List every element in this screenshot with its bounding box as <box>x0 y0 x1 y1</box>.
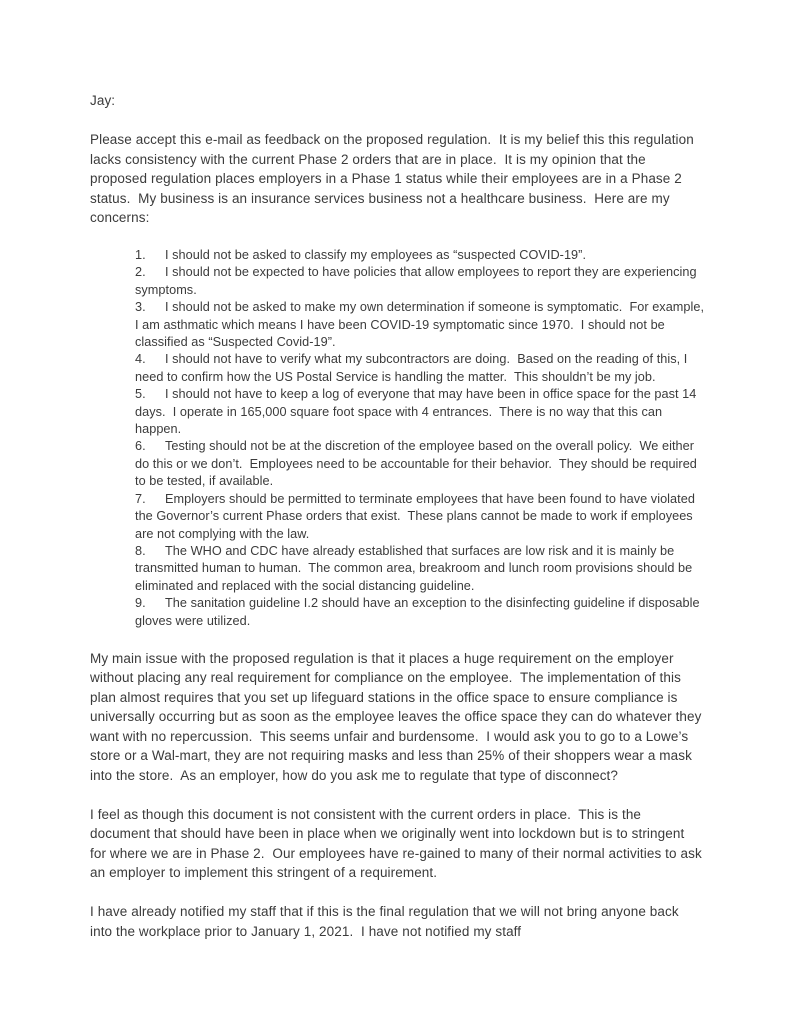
list-item-number: 5. <box>135 387 146 402</box>
list-item <box>135 247 705 264</box>
main-issue-paragraph: My main issue with the proposed regulation is that it places a huge requirement on the employer without placing any real requirement for compliance on the employee. The implementation of this plan almost requires that you set up lifeguard stations in the office space to ensure compliance is universally occurring but as soon as the employee leaves the office space they can do whatever they want with no repercussion. This seems unfair and burdensome. I would ask you to go to a Lowe’s store or a Wal-mart, they are not requiring masks and less than 25% of their shoppers wear a mask into the store. As an employer, how do you ask me to regulate that type of disconnect? <box>90 650 706 783</box>
list-item-number: 4. <box>135 352 146 367</box>
list-item <box>135 543 705 595</box>
consistency-paragraph: I feel as though this document is not consistent with the current orders in place. This is the document that should have been in place when we originally went into lockdown but is to stringent for where we are in Phase 2. Our employees have re-gained to many of their normal activities to ask an employer to implement this stringent of a requirement. <box>90 806 706 881</box>
greeting-line: Jay: <box>90 93 116 108</box>
list-item-number: 1. <box>135 248 146 262</box>
list-item-text: I should not be expected to have policies that allow employees to report they are experiencing symptoms. <box>135 265 701 297</box>
list-item-text: Testing should not be at the discretion of the employee based on the overall policy. We either do this or we don’t. Employees need to be accountable for their behavior. They should be required to be tested, if available. <box>135 439 701 489</box>
list-item <box>135 438 705 490</box>
list-item <box>135 299 708 351</box>
list-item-number: 8. <box>135 543 146 558</box>
list-item-text: I should not have to verify what my subcontractors are doing. Based on the reading of this, I need to confirm how the US Postal Service is handling the matter. This shouldn’t be my job. <box>135 352 691 384</box>
list-item <box>135 351 705 386</box>
list-item-text: I should not be asked to classify my employees as “suspected COVID-19”. <box>165 248 587 262</box>
list-item-number: 7. <box>135 491 146 506</box>
list-item-text: Employers should be permitted to terminate employees that have been found to have violated the Governor’s current Phase orders that exist. These plans cannot be made to work if employees are not complying with the law. <box>135 491 699 541</box>
list-item-number: 3. <box>135 300 146 315</box>
list-item <box>135 595 705 630</box>
list-item-number: 9. <box>135 596 146 611</box>
intro-paragraph: Please accept this e-mail as feedback on the proposed regulation. It is my belief this this regulation lacks consistency with the current Phase 2 orders that are in place. It is my opinion that the proposed regulation places employers in a Phase 1 status while their employees are in a Phase 2 status. My business is an insurance services business not a healthcare business. Here are my concerns: <box>90 132 698 225</box>
list-item-number: 2. <box>135 265 146 280</box>
staff-notification-paragraph: I have already notified my staff that if this is the final regulation that we will not bring anyone back into the workplace prior to January 1, 2021. I have not notified my staff <box>90 904 683 939</box>
concerns-list <box>135 247 708 630</box>
list-item <box>135 264 705 299</box>
list-item <box>135 386 705 438</box>
list-item-text: I should not be asked to make my own determination if someone is symptomatic. For example, I am asthmatic which means I have been COVID-19 symptomatic since 1970. I should not be classified as “Suspected Covid-19”. <box>135 300 708 350</box>
list-item-number: 6. <box>135 439 146 454</box>
list-item-text: The WHO and CDC have already established that surfaces are low risk and it is mainly be transmitted human to human. The common area, breakroom and lunch room provisions should be eliminated and replaced with the social distancing guideline. <box>135 543 696 593</box>
list-item <box>135 491 705 543</box>
list-item-text: The sanitation guideline I.2 should have an exception to the disinfecting guideline if disposable gloves were utilized. <box>135 596 704 628</box>
list-item-text: I should not have to keep a log of everyone that may have been in office space for the past 14 days. I operate in 165,000 square foot space with 4 entrances. There is no way that this can happen. <box>135 387 700 437</box>
